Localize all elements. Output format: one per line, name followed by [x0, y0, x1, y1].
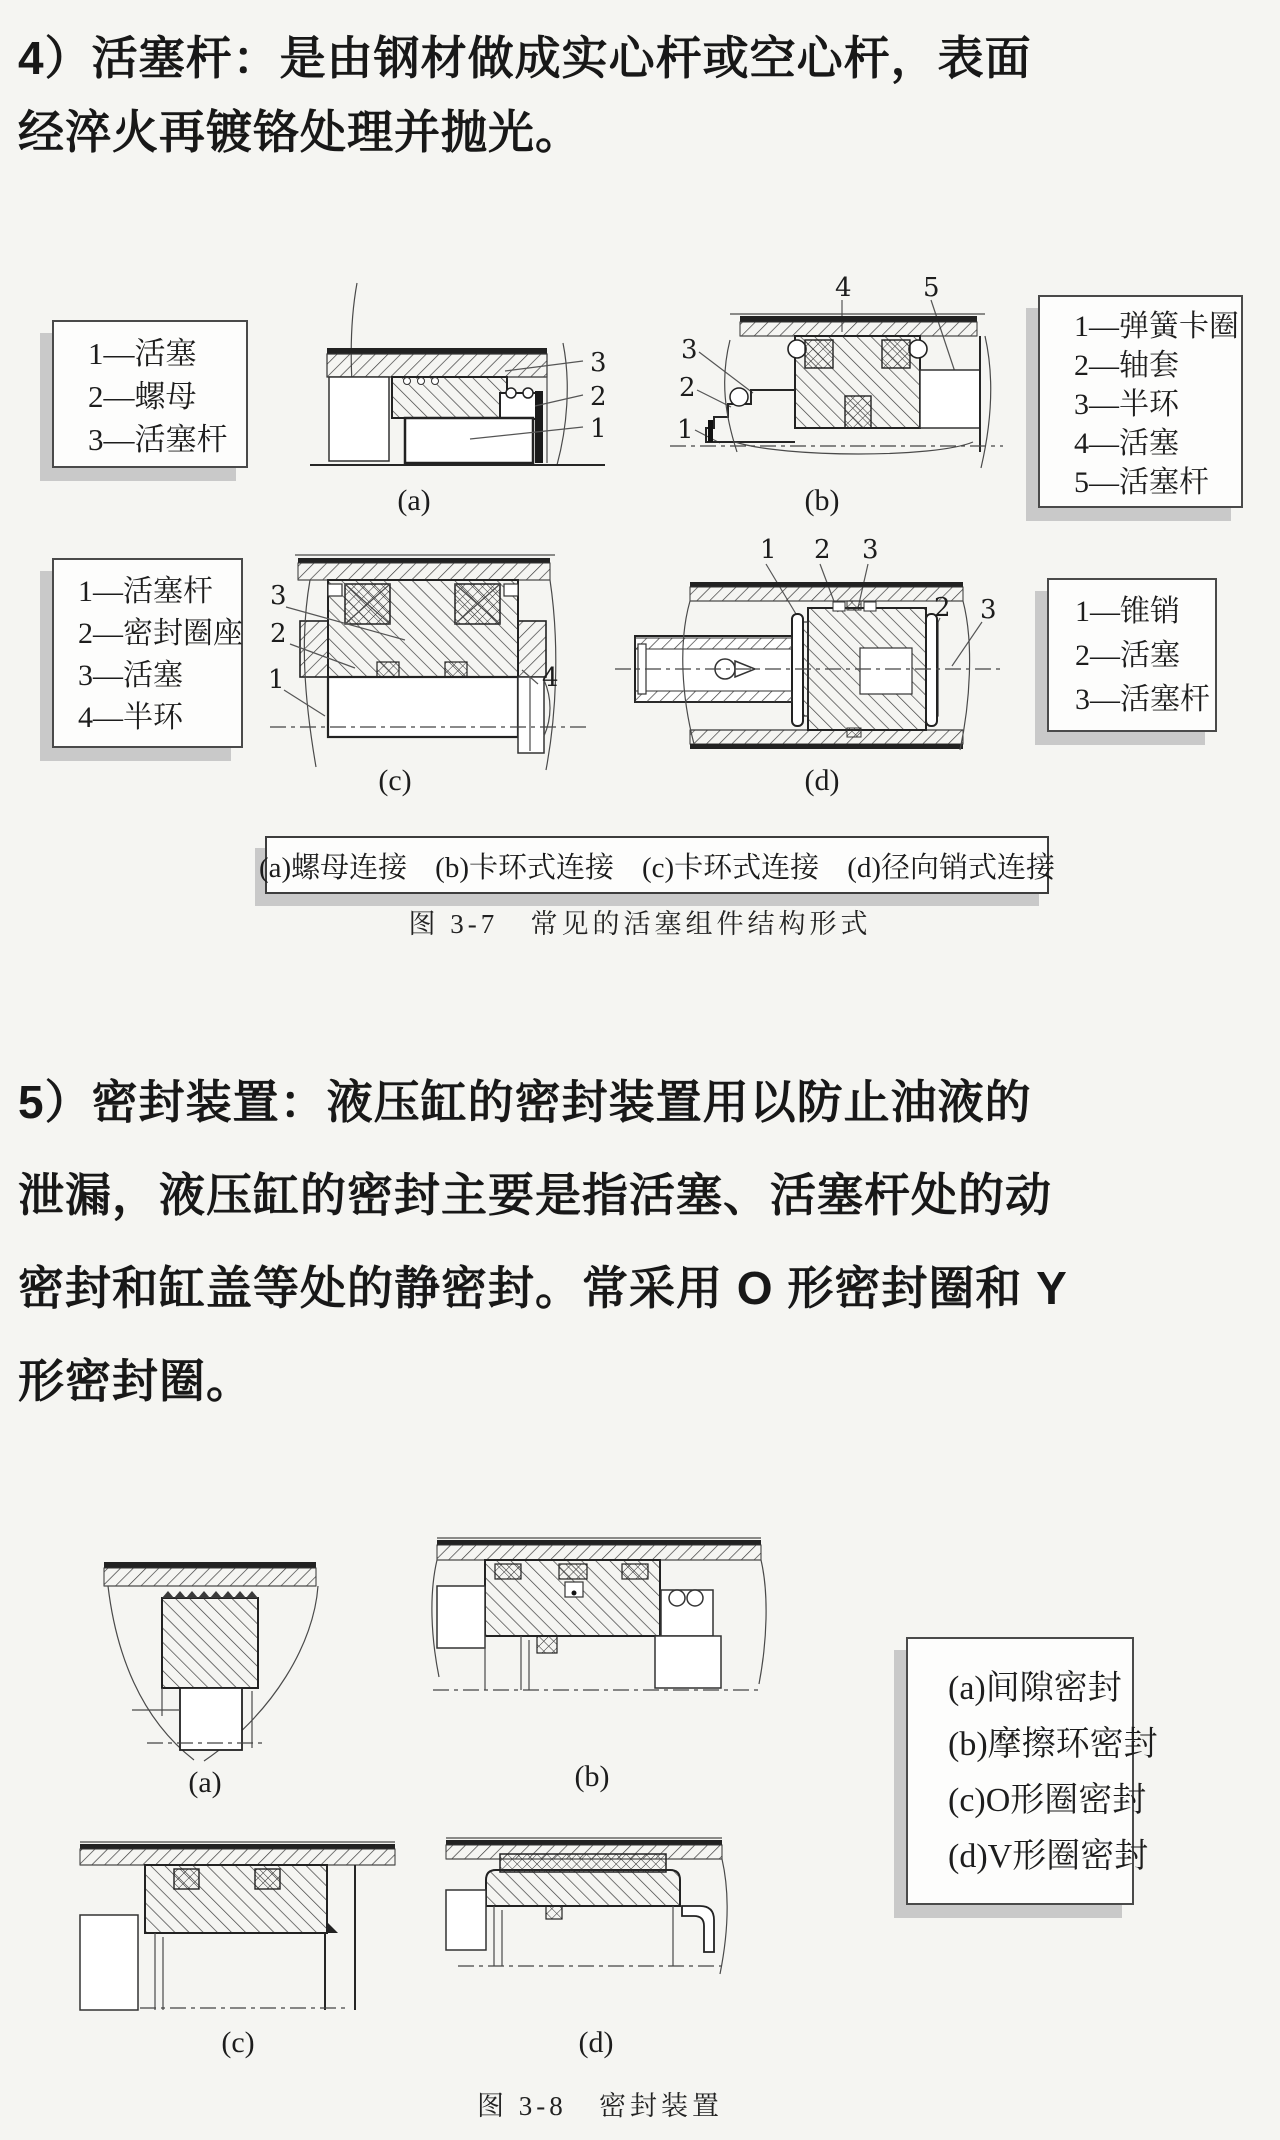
- part-label: 1: [760, 535, 777, 565]
- part-label: 2: [934, 593, 951, 623]
- cylinder-wall: [80, 1842, 395, 1865]
- gland-hook: [682, 1906, 714, 1952]
- paragraph-piston-rod: [18, 22, 1268, 172]
- fig38-subcaption-b: (b): [574, 1760, 610, 1793]
- part-label: 2: [679, 373, 696, 403]
- fig37-subcaption-d: (d): [804, 764, 840, 797]
- paragraph-line: 形密封圈。: [18, 1355, 253, 1407]
- part-label: 3: [862, 535, 879, 565]
- part-label: 4: [542, 663, 559, 693]
- legend-line: 4—活塞: [1074, 427, 1179, 460]
- part-label: 2: [590, 382, 607, 412]
- fig37-legend-c: [52, 558, 243, 748]
- fig38-subcaption-c: (c): [221, 2026, 255, 2059]
- fig37-subcaption-c: (c): [378, 764, 412, 797]
- legend-line: 3—活塞杆: [1075, 683, 1210, 716]
- legend-line: 5—活塞杆: [1074, 466, 1209, 499]
- legend-line: (d)V形圈密封: [948, 1838, 1149, 1875]
- paragraph-seal-device: [18, 1066, 1268, 1426]
- fig37-legend-a: [52, 320, 248, 468]
- fig37-diagram-b: [635, 200, 1020, 480]
- cylinder-wall: [437, 1538, 761, 1560]
- legend-line: 3—半环: [1074, 388, 1179, 421]
- legend-line: 2—活塞: [1075, 639, 1180, 672]
- piston: [788, 336, 927, 428]
- paragraph-line: 经淬火再镀铬处理并抛光。: [18, 106, 582, 158]
- piston: [145, 1865, 338, 1933]
- piston-rod: [328, 677, 550, 753]
- legend-line: 2—螺母: [88, 379, 197, 414]
- fig37-subcaption-b: (b): [804, 484, 840, 517]
- legend-line: (a)间隙密封: [948, 1670, 1122, 1707]
- legend-line: 4—半环: [78, 701, 183, 734]
- piston: [162, 1591, 258, 1688]
- fig38-diagram-c: [80, 1838, 395, 2013]
- fig37-caption: [0, 902, 1280, 941]
- part-label: 4: [835, 273, 852, 303]
- fig37-legend-d: [1047, 578, 1217, 732]
- legend-line: 3—活塞: [78, 659, 183, 692]
- fig38-diagram-a: [92, 1558, 342, 1768]
- part-label: 3: [590, 348, 607, 378]
- part-label: 1: [590, 414, 607, 444]
- fig37-connection-types-strip: [258, 836, 1056, 894]
- paragraph-line: 5）密封装置：液压缸的密封装置用以防止油液的: [18, 1076, 1032, 1128]
- cylinder-wall: [730, 314, 985, 336]
- fig37-diagram-a: [295, 243, 630, 478]
- fig38-caption-title: 密封装置: [599, 2091, 723, 2121]
- fig38-subcaption-d: (d): [578, 2026, 614, 2059]
- piston: [328, 580, 518, 678]
- section-outline: [720, 1859, 727, 1974]
- fig37-caption-title: 常见的活塞组件结构形式: [530, 909, 872, 939]
- part-label: 1: [677, 415, 694, 445]
- legend-line: (b)摩擦环密封: [948, 1726, 1158, 1763]
- paragraph-line: 泄漏，液压缸的密封主要是指活塞、活塞杆处的动: [18, 1169, 1052, 1221]
- piston: [485, 1560, 660, 1653]
- part-label: 2: [270, 619, 287, 649]
- part-label: 3: [681, 335, 698, 365]
- fig38-legend: [906, 1637, 1158, 1905]
- part-label: 1: [268, 665, 285, 695]
- connection-type: (c)卡环式连接: [642, 851, 820, 884]
- legend-line: 1—弹簧卡圈: [1074, 310, 1239, 343]
- legend-line: 2—密封圈座: [78, 617, 243, 650]
- part-label: 3: [980, 595, 997, 625]
- paragraph-line: 密封和缸盖等处的静密封。常采用 O 形密封圈和 Y: [18, 1262, 1068, 1314]
- fig37-legend-b: [1038, 295, 1243, 508]
- fig37-caption-label: 图 3-7: [408, 909, 499, 939]
- fig38-subcaption-a: (a): [188, 1766, 222, 1799]
- piston-rod: [132, 1688, 252, 1750]
- cylinder-wall: [295, 555, 555, 580]
- fig37-diagram-d: [550, 518, 1020, 803]
- paragraph-line: 4）活塞杆：是由钢材做成实心杆或空心杆，表面: [18, 32, 1032, 84]
- legend-line: 1—锥销: [1075, 595, 1180, 628]
- cylinder-wall: [327, 348, 547, 377]
- connection-type: (b)卡环式连接: [435, 851, 614, 884]
- piston-rod: [485, 1636, 529, 1690]
- piston: [486, 1854, 680, 1919]
- legend-line: 1—活塞: [88, 336, 197, 371]
- part-label: 5: [923, 273, 940, 303]
- fig38-caption-label: 图 3-8: [477, 2091, 567, 2121]
- fig38-caption: [0, 2084, 1200, 2123]
- part-label: 3: [270, 581, 287, 611]
- part-label: 2: [814, 535, 831, 565]
- fig37-subcaption-a: (a): [397, 484, 431, 517]
- legend-line: (c)O形圈密封: [948, 1782, 1147, 1819]
- connection-type: (a)螺母连接: [258, 851, 408, 884]
- connection-type: (d)径向销式连接: [847, 851, 1056, 884]
- fig38-diagram-b: [425, 1532, 770, 1702]
- fig38-diagram-d: [438, 1834, 728, 2012]
- legend-line: 1—活塞杆: [78, 575, 213, 608]
- cylinder-wall: [104, 1562, 316, 1586]
- legend-line: 2—轴套: [1074, 349, 1179, 382]
- legend-line: 3—活塞杆: [88, 422, 228, 457]
